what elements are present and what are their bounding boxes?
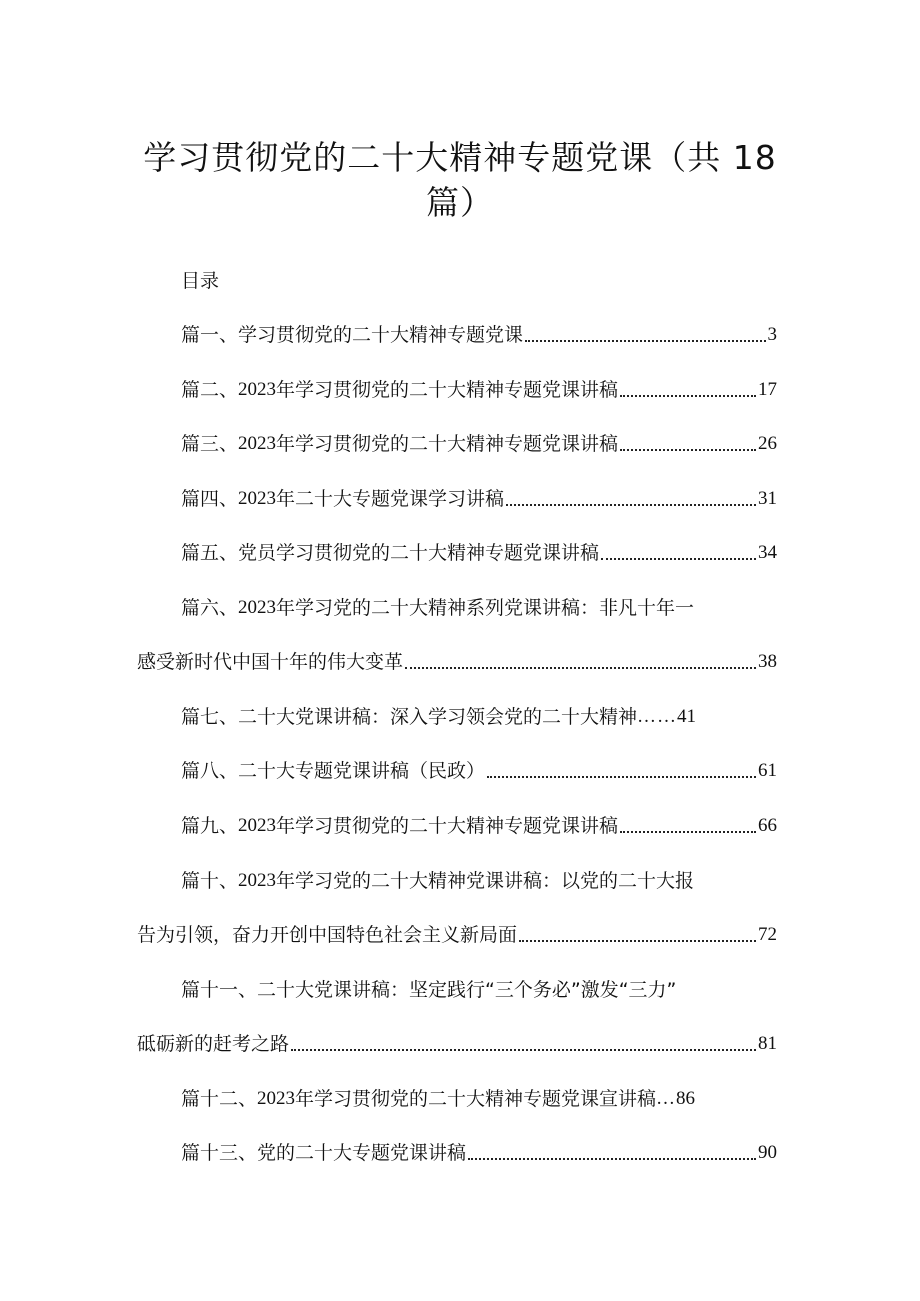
toc-entry-12[interactable]: [137, 1084, 695, 1114]
toc-entry-11-line-1[interactable]: [137, 975, 676, 1005]
dot-leader: [525, 340, 765, 342]
toc-entry-title: 篇五、党员学习贯彻党的二十大精神专题党课讲稿: [181, 542, 600, 564]
toc-page-number: 41: [677, 706, 697, 727]
toc-entry-title: 篇七、二十大党课讲稿：深入学习领会党的二十大精神: [181, 706, 638, 728]
toc-entry-title: 篇十一、二十大党课讲稿：坚定践行“三个务必”激发“三力”: [181, 979, 677, 1001]
toc-entry-prefix: 篇九、: [181, 815, 239, 837]
toc-entry-4[interactable]: [137, 484, 777, 514]
dot-leader: [487, 776, 756, 778]
toc-page-number: 31: [758, 488, 777, 509]
toc-page-number: 72: [758, 924, 777, 945]
toc-page-number: 17: [758, 379, 777, 400]
toc-entry-title: 篇八、二十大专题党课讲稿（民政）: [181, 760, 486, 782]
toc-page-number: 38: [758, 651, 777, 672]
dot-leader: [620, 395, 756, 397]
toc-entry-13[interactable]: [137, 1138, 777, 1168]
toc-page-number: 3: [767, 324, 777, 345]
toc-entry-10-line-2[interactable]: [137, 920, 777, 950]
toc-entry-year: 2023: [238, 870, 277, 891]
dot-leader: …: [656, 1088, 677, 1109]
toc-entry-3[interactable]: [137, 429, 777, 459]
dot-leader: ……: [637, 706, 678, 727]
toc-entry-title: 年学习贯彻党的二十大精神专题党课讲稿: [276, 433, 619, 455]
toc-entry-year: 2023: [238, 433, 277, 454]
toc-entry-6-line-1[interactable]: [137, 593, 694, 623]
dot-leader: [468, 1158, 756, 1160]
document-title-line-1: 学习贯彻党的二十大精神专题党课（共 18: [143, 138, 777, 177]
toc-entry-year: 2023: [238, 815, 277, 836]
toc-entry-title: 年学习贯彻党的二十大精神专题党课宣讲稿: [295, 1088, 657, 1110]
toc-entry-7[interactable]: [137, 702, 696, 732]
document-title-line-2: 篇）: [426, 183, 494, 222]
toc-entry-year: 2023: [238, 379, 277, 400]
toc-entry-11-line-2[interactable]: [137, 1029, 777, 1059]
dot-leader: [291, 1049, 756, 1051]
toc-entry-8[interactable]: [137, 756, 777, 786]
toc-page-number: 66: [758, 815, 777, 836]
toc-page-number: 86: [676, 1088, 696, 1109]
toc-entry-prefix: 篇二、: [181, 379, 239, 401]
toc-entry-title: 年学习党的二十大精神系列党课讲稿：非凡十年一: [276, 597, 695, 619]
toc-entry-prefix: 篇四、: [181, 488, 239, 510]
dot-leader: [506, 504, 756, 506]
dot-leader: [620, 449, 756, 451]
dot-leader: [601, 558, 756, 560]
toc-entry-year: 2023: [238, 597, 277, 618]
toc-entry-title: 篇十三、党的二十大专题党课讲稿: [181, 1142, 467, 1164]
toc-entry-prefix: 篇三、: [181, 433, 239, 455]
toc-entry-prefix: 篇六、: [181, 597, 239, 619]
toc-entry-2[interactable]: [137, 375, 777, 405]
toc-entry-1[interactable]: [137, 320, 777, 350]
toc-entry-prefix: 篇十、: [181, 870, 239, 892]
toc-entry-year: 2023: [257, 1088, 296, 1109]
toc-entry-title: 年学习贯彻党的二十大精神专题党课讲稿: [276, 379, 619, 401]
toc-entry-prefix: 篇十二、: [181, 1088, 258, 1110]
toc-page-number: 81: [758, 1033, 777, 1054]
toc-page-number: 26: [758, 433, 777, 454]
toc-entry-year: 2023: [238, 488, 277, 509]
toc-entry-5[interactable]: [137, 538, 777, 568]
toc-entry-9[interactable]: [137, 811, 777, 841]
toc-entry-title: 年学习贯彻党的二十大精神专题党课讲稿: [276, 815, 619, 837]
toc-entry-title: 篇一、学习贯彻党的二十大精神专题党课: [181, 324, 524, 346]
toc-entry-6-line-2[interactable]: [137, 647, 777, 677]
toc-page-number: 90: [758, 1142, 777, 1163]
toc-page-number: 34: [758, 542, 777, 563]
toc-entry-title-continued: 告为引领，奋力开创中国特色社会主义新局面: [137, 924, 518, 946]
toc-heading: 目录: [181, 270, 220, 292]
toc-entry-title-continued: 感受新时代中国十年的伟大变革: [137, 651, 404, 673]
dot-leader: [620, 831, 756, 833]
toc-entry-title: 年二十大专题党课学习讲稿: [276, 488, 505, 510]
toc-entry-title: 年学习党的二十大精神党课讲稿：以党的二十大报: [276, 870, 695, 892]
dot-leader: [519, 940, 756, 942]
dot-leader: [405, 667, 756, 669]
toc-entry-10-line-1[interactable]: [137, 866, 694, 896]
toc-page-number: 61: [758, 760, 777, 781]
toc-entry-title-continued: 砥砺新的赶考之路: [137, 1033, 290, 1055]
